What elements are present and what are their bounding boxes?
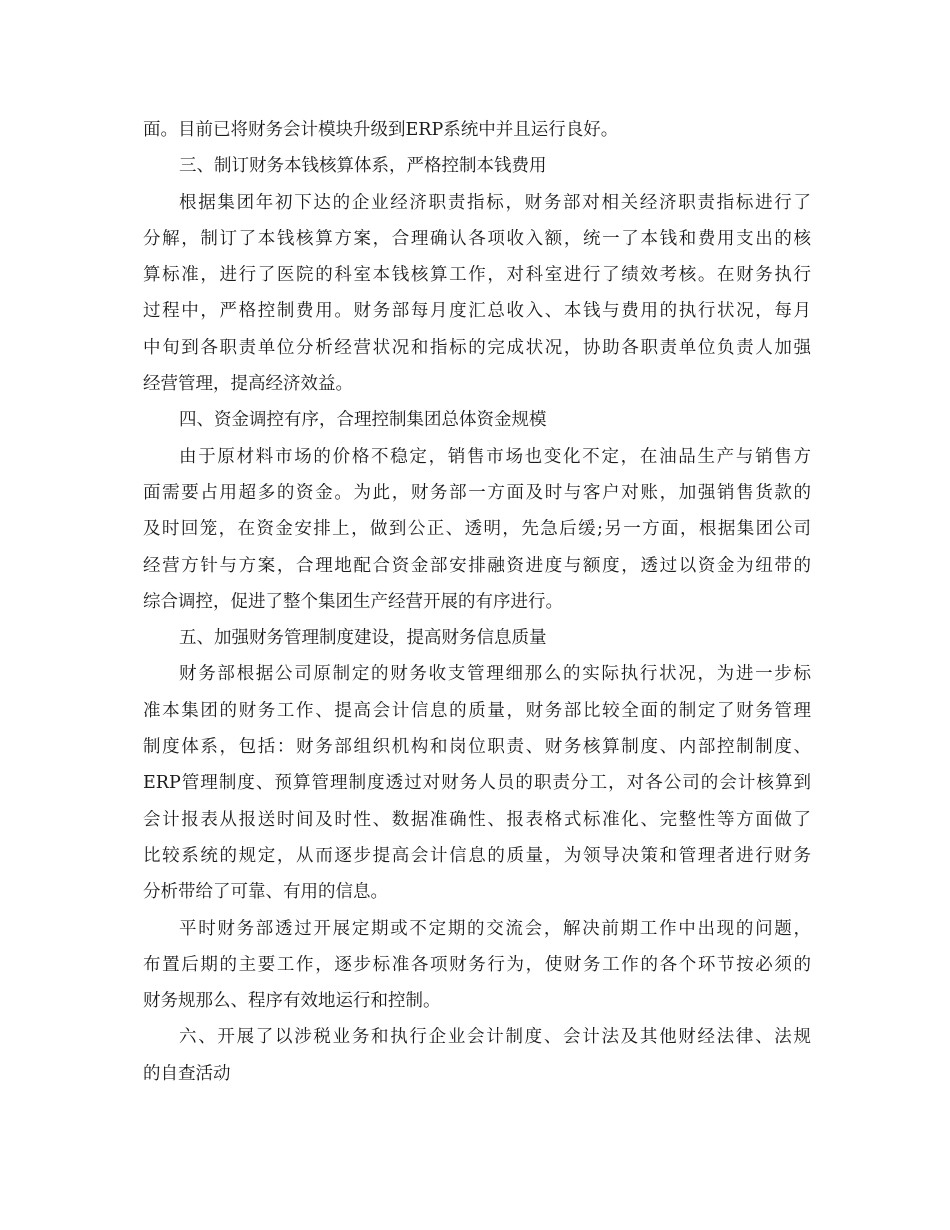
text-line: 中旬到各职责单位分析经营状况和指标的完成状况，协助各职责单位负责人加强 (143, 337, 811, 358)
text-line: 平时财务部透过开展定期或不定期的交流会，解决前期工作中出现的问题， (179, 918, 811, 939)
text-line: 准本集团的财务工作、提高会计信息的质量，财务部比较全面的制定了财务管理 (143, 700, 811, 721)
text-line: 分析带给了可靠、有用的信息。 (143, 882, 388, 903)
text-line: 经营方针与方案，合理地配合资金部安排融资进度与额度，透过以资金为纽带的 (143, 555, 811, 576)
text-line: 经营管理，提高经济效益。 (143, 374, 353, 395)
text-line: 综合调控，促进了整个集团生产经营开展的有序进行。 (143, 591, 563, 612)
text-line: 分解，制订了本钱核算方案，合理确认各项收入额，统一了本钱和费用支出的核 (143, 228, 811, 249)
text-line: 制度体系，包括：财务部组织机构和岗位职责、财务核算制度、内部控制制度、 (143, 737, 811, 758)
text-line: 面需要占用超多的资金。为此，财务部一方面及时与客户对账，加强销售货款的 (143, 482, 811, 503)
text-line: 四、资金调控有序，合理控制集团总体资金规模 (179, 410, 547, 431)
text-line: 三、制订财务本钱核算体系，严格控制本钱费用 (179, 156, 547, 177)
text-line: 算标准，进行了医院的科室本钱核算工作，对科室进行了绩效考核。在财务执行 (143, 265, 811, 286)
document-body (143, 112, 811, 1092)
text-line: 财务部根据公司原制定的财务收支管理细那么的实际执行状况，为进一步标 (179, 664, 811, 685)
text-line: 根据集团年初下达的企业经济职责指标，财务部对相关经济职责指标进行了 (179, 192, 811, 213)
text-line: 过程中，严格控制费用。财务部每月度汇总收入、本钱与费用的执行状况，每月 (143, 301, 811, 322)
text-line: 布置后期的主要工作，逐步标准各项财务行为，使财务工作的各个环节按必须的 (143, 954, 811, 975)
text-line: 五、加强财务管理制度建设，提高财务信息质量 (179, 628, 547, 649)
text-line: 比较系统的规定，从而逐步提高会计信息的质量，为领导决策和管理者进行财务 (143, 845, 811, 866)
text-line: 及时回笼，在资金安排上，做到公正、透明，先急后缓;另一方面，根据集团公司 (143, 519, 811, 540)
text-line: 六、开展了以涉税业务和执行企业会计制度、会计法及其他财经法律、法规 (179, 1027, 811, 1048)
text-line: 面。目前已将财务会计模块升级到ERP系统中并且运行良好。 (143, 120, 619, 140)
text-line: 会计报表从报送时间及时性、数据准确性、报表格式标准化、完整性等方面做了 (143, 809, 811, 830)
text-line: ERP管理制度、预算管理制度透过对财务人员的职责分工，对各公司的会计核算到 (143, 773, 811, 794)
text-line: 财务规那么、程序有效地运行和控制。 (143, 991, 441, 1012)
text-line: 由于原材料市场的价格不稳定，销售市场也变化不定，在油品生产与销售方 (179, 446, 811, 467)
text-line: 的自查活动 (143, 1063, 231, 1084)
